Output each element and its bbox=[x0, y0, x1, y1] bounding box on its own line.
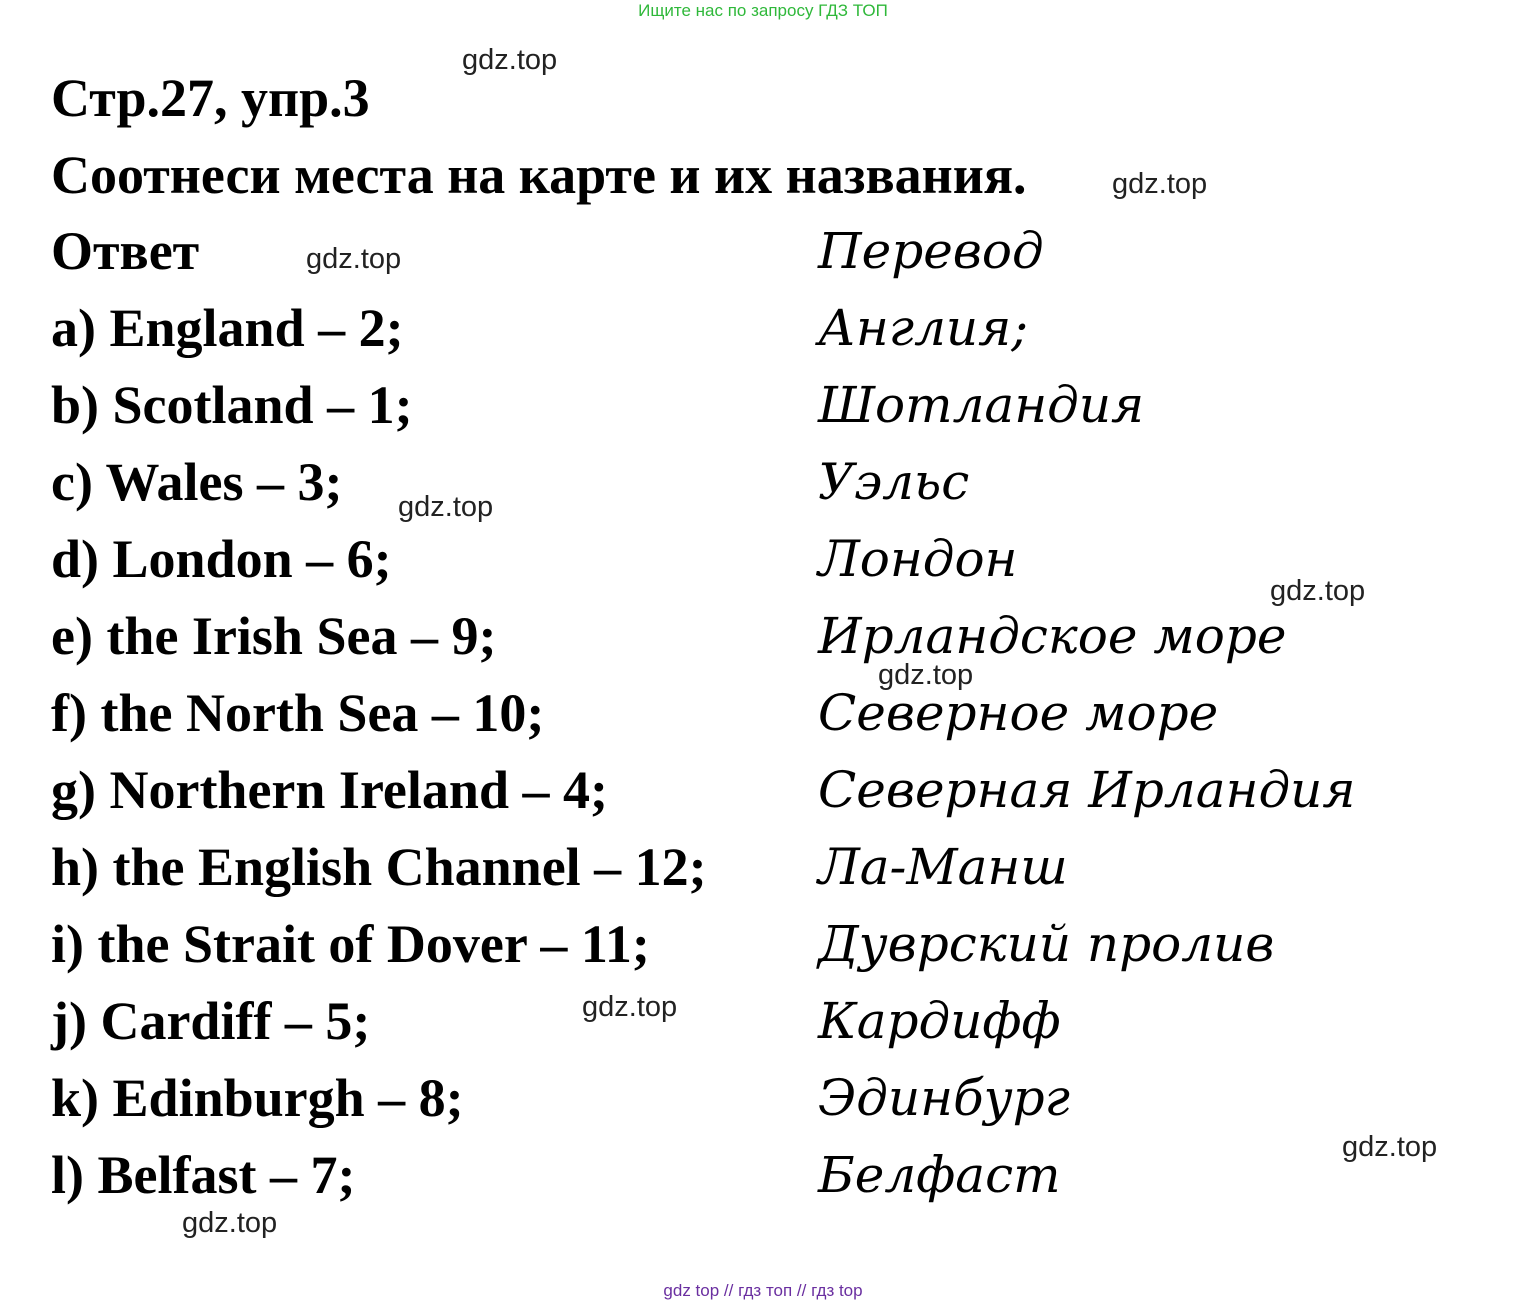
translation-text: Северная Ирландия bbox=[818, 761, 1356, 819]
watermark: gdz.top bbox=[1270, 575, 1366, 607]
translation-text: Белфаст bbox=[818, 1146, 1061, 1204]
translation-text: Англия; bbox=[818, 299, 1029, 357]
list-item bbox=[0, 1145, 1526, 1205]
list-item bbox=[0, 837, 1526, 897]
answer-text: h) the English Channel – 12; bbox=[51, 837, 707, 897]
answer-text: l) Belfast – 7; bbox=[51, 1145, 356, 1205]
watermark: gdz.top bbox=[306, 243, 402, 275]
translation-text: Северное море bbox=[818, 684, 1219, 742]
watermark: gdz.top bbox=[462, 44, 558, 76]
bottom-banner: gdz top // гдз топ // гдз top bbox=[663, 1281, 863, 1300]
answer-text: b) Scotland – 1; bbox=[51, 375, 413, 435]
page-title: Стр.27, упр.3 bbox=[51, 68, 370, 128]
list-item bbox=[0, 298, 1526, 358]
answer-text: c) Wales – 3; bbox=[51, 452, 343, 512]
watermark: gdz.top bbox=[398, 491, 494, 523]
watermark: gdz.top bbox=[878, 659, 974, 691]
watermark: gdz.top bbox=[1112, 168, 1208, 200]
translation-text: Ла-Манш bbox=[818, 838, 1068, 896]
translation-text: Уэльс bbox=[818, 453, 970, 511]
watermark: gdz.top bbox=[182, 1207, 278, 1239]
watermark: gdz.top bbox=[582, 991, 678, 1023]
list-item bbox=[0, 375, 1526, 435]
watermark: gdz.top bbox=[1342, 1131, 1438, 1163]
translation-text: Ирландское море bbox=[818, 607, 1287, 665]
answer-text: j) Cardiff – 5; bbox=[51, 991, 371, 1051]
list-item bbox=[0, 452, 1526, 512]
list-item bbox=[0, 1068, 1526, 1128]
list-item bbox=[0, 683, 1526, 743]
translation-text: Эдинбург bbox=[818, 1069, 1070, 1127]
answer-text: e) the Irish Sea – 9; bbox=[51, 606, 497, 666]
translation-text: Лондон bbox=[818, 530, 1018, 588]
translation-text: Дуврский пролив bbox=[818, 915, 1275, 973]
answer-text: k) Edinburgh – 8; bbox=[51, 1068, 464, 1128]
translation-column-heading: Перевод bbox=[818, 222, 1044, 280]
list-item bbox=[0, 606, 1526, 666]
answer-text: d) London – 6; bbox=[51, 529, 392, 589]
answer-column-heading: Ответ bbox=[51, 221, 200, 281]
task-text: Соотнеси места на карте и их названия. bbox=[51, 145, 1027, 205]
list-item bbox=[0, 914, 1526, 974]
list-item bbox=[0, 760, 1526, 820]
translation-text: Кардифф bbox=[818, 992, 1061, 1050]
answer-text: g) Northern Ireland – 4; bbox=[51, 760, 608, 820]
answer-text: a) England – 2; bbox=[51, 298, 404, 358]
translation-text: Шотландия bbox=[818, 376, 1145, 434]
answer-text: i) the Strait of Dover – 11; bbox=[51, 914, 650, 974]
list-item bbox=[0, 991, 1526, 1051]
top-banner: Ищите нас по запросу ГДЗ ТОП bbox=[638, 1, 888, 20]
answer-text: f) the North Sea – 10; bbox=[51, 683, 545, 743]
